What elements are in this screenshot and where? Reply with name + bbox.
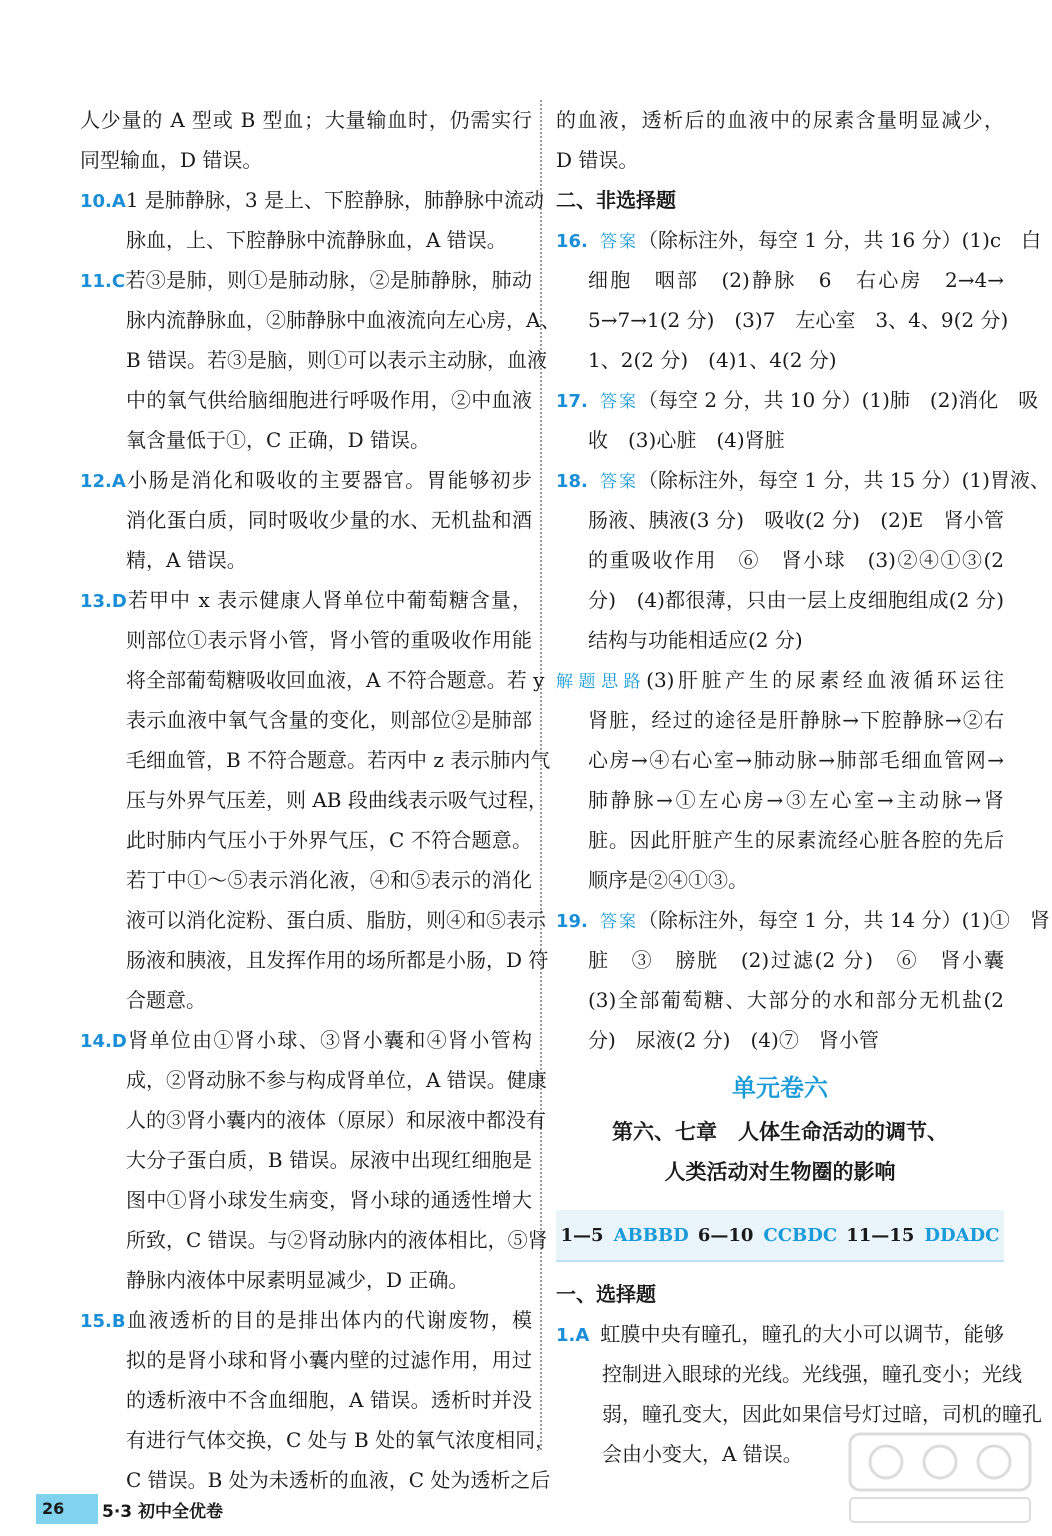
quick-answer-group — [846, 1225, 999, 1246]
text-line — [80, 300, 561, 340]
text-line — [80, 1060, 547, 1100]
answers-list — [556, 220, 1050, 1060]
line-text: 成，②肾动脉不参与构成肾单位，A 错误。健康 — [126, 1068, 547, 1092]
line-text: 肾单位由①肾小球、③肾小囊和④肾小管构 — [126, 1028, 532, 1052]
line-text: 氧含量低于①，C 正确，D 错误。 — [126, 428, 431, 452]
watermark-logo-icon — [846, 1428, 1036, 1528]
line-text: 表示血液中氧气含量的变化，则部位②是肺部 — [126, 708, 532, 732]
line-text: 压与外界气压差，则 AB 段曲线表示吸气过程， — [126, 788, 548, 812]
text-line — [556, 460, 1050, 500]
text-line — [556, 220, 1042, 260]
line-text: 中的氧气供给脑细胞进行呼吸作用，②中血液 — [126, 388, 532, 412]
text-line — [80, 700, 532, 740]
question-item — [80, 1300, 556, 1500]
text-line — [80, 660, 545, 700]
text-line — [80, 1220, 548, 1260]
question-number: 16. — [556, 231, 588, 252]
line-text: B 错误。若③是脑，则①可以表示主动脉，血液 — [126, 348, 548, 372]
question-number: 19. — [556, 911, 588, 932]
question-item — [556, 660, 1004, 900]
line-text: 弱，瞳孔变大，因此如果信号灯过暗，司机的瞳孔 — [602, 1402, 1042, 1426]
text-line — [556, 340, 1004, 380]
text-line — [556, 260, 1004, 300]
chapter-title-line-1: 第六、七章 人体生命活动的调节、 — [612, 1120, 948, 1144]
question-item — [80, 460, 532, 580]
line-text: 1、2(2 分) (4)1、4(2 分) — [588, 348, 837, 372]
text-line — [80, 1020, 532, 1060]
line-text: 图中①肾小球发生病变，肾小球的通透性增大 — [126, 1188, 532, 1212]
line-text: 若③是肺，则①是肺动脉，②是肺静脉，肺动 — [125, 268, 532, 292]
text-line — [80, 460, 532, 500]
text-line — [80, 740, 551, 780]
text-line — [556, 700, 1004, 740]
text-line — [80, 380, 532, 420]
page-number: 26 — [36, 1494, 98, 1524]
text-line — [556, 780, 1004, 820]
line-text: 肺静脉→①左心房→③左心室→主动脉→肾 — [588, 788, 1004, 812]
unit-title: 单元卷六 — [732, 1074, 828, 1102]
line-text: 大分子蛋白质，B 错误。尿液中出现红细胞是 — [126, 1148, 532, 1172]
question-number: 12.A — [80, 471, 126, 492]
line-text: 人少量的 A 型或 B 型血；大量输血时，仍需实行 — [80, 108, 532, 132]
question-number: 11.C — [80, 271, 126, 292]
text-line — [80, 620, 532, 660]
line-text: 分) (4)都很薄，只由一层上皮细胞组成(2 分) — [588, 588, 1004, 612]
text-line — [556, 420, 1004, 460]
line-text: 此时肺内气压小于外界气压，C 不符合题意。 — [126, 828, 532, 852]
line-text: 细胞 咽部 (2)静脉 6 右心房 2→4→ — [588, 268, 1004, 292]
line-text: 液可以消化淀粉、蛋白质、脂肪，则④和⑤表示 — [126, 908, 546, 932]
text-line — [80, 1380, 532, 1420]
text-line — [80, 1260, 532, 1300]
line-text: 有进行气体交换，C 处与 B 处的氧气浓度相同， — [126, 1428, 556, 1452]
quick-answer-value: DDADC — [924, 1224, 1000, 1246]
line-text: 精，A 错误。 — [126, 548, 247, 572]
text-line — [556, 660, 1004, 700]
text-line — [80, 1420, 556, 1460]
question-number: 13.D — [80, 591, 127, 612]
question-item — [80, 1020, 548, 1300]
line-text: 分) 尿液(2 分) (4)⑦ 肾小管 — [588, 1028, 879, 1052]
section-title-choice: 一、选择题 — [556, 1282, 656, 1306]
line-text: 小肠是消化和吸收的主要器官。胃能够初步 — [125, 468, 532, 492]
quick-answer-group — [698, 1225, 837, 1246]
text-line — [556, 540, 1004, 580]
text-line — [80, 1140, 532, 1180]
line-text: （除标注外，每空 1 分，共 14 分）(1)① 肾 — [638, 908, 1050, 932]
text-line — [80, 980, 532, 1020]
line-text: 肠液、胰液(3 分) 吸收(2 分) (2)E 肾小管 — [588, 508, 1004, 532]
line-text: (3)全部葡萄糖、大部分的水和部分无机盐(2 — [588, 988, 1004, 1012]
text-line — [80, 580, 532, 620]
line-text: 肾脏，经过的途径是肝静脉→下腔静脉→②右 — [588, 708, 1004, 732]
answer-tag: 答案 — [600, 912, 638, 932]
line-text: 合题意。 — [126, 988, 206, 1012]
line-text: D 错误。 — [556, 148, 639, 172]
text-line — [556, 580, 1004, 620]
quick-answer-value: ABBBD — [613, 1224, 689, 1246]
answer-tag: 答案 — [600, 232, 638, 252]
question-number: 10.A — [80, 191, 126, 212]
text-line — [556, 900, 1050, 940]
line-text: 若丁中①～⑤表示消化液，④和⑤表示的消化 — [126, 868, 532, 892]
question-item — [556, 220, 1042, 380]
line-text: 1 是肺静脉，3 是上、下腔静脉，肺静脉中流动 — [125, 188, 544, 212]
page-footer — [36, 1494, 223, 1524]
text-line — [556, 860, 1004, 900]
line-text: 毛细血管，B 不符合题意。若丙中 z 表示肺内气 — [126, 748, 551, 772]
text-line — [556, 940, 1004, 980]
line-text: （每空 2 分，共 10 分）(1)肺 (2)消化 吸 — [638, 388, 1039, 412]
question-item — [556, 900, 1050, 1060]
line-text: 消化蛋白质，同时吸收少量的水、无机盐和酒 — [126, 508, 532, 532]
quick-answer-box — [556, 1210, 1004, 1262]
line-text: 脉血，上、下腔静脉中流静脉血，A 错误。 — [126, 228, 507, 252]
line-text: 顺序是②④①③。 — [588, 868, 748, 892]
line-text: 脏。因此肝脏产生的尿素流经心脏各腔的先后 — [588, 828, 1004, 852]
line-text: 5→7→1(2 分) (3)7 左心室 3、4、9(2 分) — [588, 308, 1009, 332]
text-line — [556, 500, 1004, 540]
text-line — [556, 300, 1009, 340]
text-line — [80, 260, 532, 300]
section-title-nonchoice: 二、非选择题 — [556, 188, 676, 212]
quick-answer-value: CCBDC — [763, 1224, 838, 1246]
line-text: C 错误。B 处为未透析的血液，C 处为透析之后 — [126, 1468, 551, 1492]
text-line — [80, 940, 549, 980]
answer-tag: 答案 — [600, 392, 638, 412]
line-text: 收 (3)心脏 (4)肾脏 — [588, 428, 785, 452]
question-item — [80, 260, 561, 460]
line-text: 心房→④右心室→肺动脉→肺部毛细血管网→ — [588, 748, 1004, 772]
question-number: 1.A — [556, 1325, 590, 1346]
line-text: 则部位①表示肾小管，肾小管的重吸收作用能 — [126, 628, 532, 652]
line-text: 将全部葡萄糖吸收回血液，A 不符合题意。若 y — [126, 668, 545, 692]
line-text: 所致，C 错误。与②肾动脉内的液体相比，⑤肾 — [126, 1228, 548, 1252]
line-text: 的血液，透析后的血液中的尿素含量明显减少， — [556, 108, 1004, 132]
text-line — [80, 780, 548, 820]
line-text: 控制进入眼球的光线。光线强，瞳孔变小；光线 — [602, 1362, 1022, 1386]
line-text: 血液透析的目的是排出体内的代谢废物，模 — [125, 1308, 532, 1332]
line-text: 会由小变大，A 错误。 — [602, 1442, 803, 1466]
text-line — [80, 420, 532, 460]
quick-answer-range: 6—10 — [697, 1224, 754, 1246]
line-text: 的透析液中不含血细胞，A 错误。透析时并没 — [126, 1388, 532, 1412]
text-line — [556, 740, 1004, 780]
text-line — [556, 100, 1004, 140]
quick-answer-group — [561, 1225, 689, 1246]
line-text: 若甲中 x 表示健康人肾单位中葡萄糖含量， — [126, 588, 532, 612]
line-text: （除标注外，每空 1 分，共 15 分）(1)胃液、 — [638, 468, 1050, 492]
book-title: 5·3 初中全优卷 — [102, 1501, 224, 1522]
text-line — [80, 1340, 532, 1380]
question-item — [556, 380, 1039, 460]
text-line — [80, 140, 532, 180]
line-text: 结构与功能相适应(2 分) — [588, 628, 803, 652]
quick-answer-range: 1—5 — [560, 1224, 604, 1246]
line-text: (3)肝脏产生的尿素经血液循环运往 — [646, 668, 1004, 692]
line-text: 虹膜中央有瞳孔，瞳孔的大小可以调节，能够 — [600, 1322, 1004, 1346]
text-line — [556, 380, 1039, 420]
text-line — [556, 1020, 1004, 1060]
line-text: 人的③肾小囊内的液体（原尿）和尿液中都没有 — [126, 1108, 546, 1132]
quick-answer-range: 11—15 — [846, 1224, 915, 1246]
text-line — [556, 620, 1004, 660]
text-line — [80, 100, 532, 140]
answer-tag: 答案 — [600, 472, 638, 492]
text-line — [80, 820, 532, 860]
continued-text — [556, 100, 1004, 180]
text-line — [556, 980, 1004, 1020]
question-number: 17. — [556, 391, 588, 412]
right-column — [556, 100, 1050, 1474]
line-text: （除标注外，每空 1 分，共 16 分）(1)c 白 — [638, 228, 1042, 252]
line-text: 的重吸收作用 ⑥ 肾小球 (3)②④①③(2 — [588, 548, 1004, 572]
solution-tag: 解题思路 — [556, 672, 647, 692]
question-number: 14.D — [80, 1031, 127, 1052]
text-line — [80, 900, 546, 940]
right-continuation — [556, 100, 1004, 180]
text-line — [80, 860, 532, 900]
chapter-title-line-2: 人类活动对生物圈的影响 — [664, 1160, 896, 1184]
line-text: 静脉内液体中尿素明显减少，D 正确。 — [126, 1268, 469, 1292]
continued-text — [80, 100, 532, 180]
question-item — [80, 580, 551, 1020]
line-text: 肠液和胰液，且发挥作用的场所都是小肠，D 符 — [126, 948, 549, 972]
text-line — [556, 1314, 1004, 1354]
text-line — [80, 340, 548, 380]
left-column — [80, 100, 561, 1500]
text-line — [80, 220, 532, 260]
text-line — [556, 1354, 1022, 1394]
text-line — [556, 140, 1004, 180]
question-item — [556, 460, 1050, 660]
text-line — [80, 1180, 532, 1220]
text-line — [556, 820, 1004, 860]
line-text: 拟的是肾小球和肾小囊内壁的过滤作用，用过 — [126, 1348, 532, 1372]
line-text: 脉内流静脉血，②肺静脉中血液流向左心房，A、 — [126, 308, 561, 332]
text-line — [80, 540, 532, 580]
line-text: 同型输血，D 错误。 — [80, 148, 263, 172]
text-line — [80, 500, 532, 540]
question-item — [80, 180, 544, 260]
question-number: 18. — [556, 471, 588, 492]
text-line — [80, 1100, 546, 1140]
question-number: 15.B — [80, 1311, 126, 1332]
text-line — [80, 1300, 532, 1340]
text-line — [80, 180, 544, 220]
line-text: 脏 ③ 膀胱 (2)过滤(2 分) ⑥ 肾小囊 — [588, 948, 1004, 972]
